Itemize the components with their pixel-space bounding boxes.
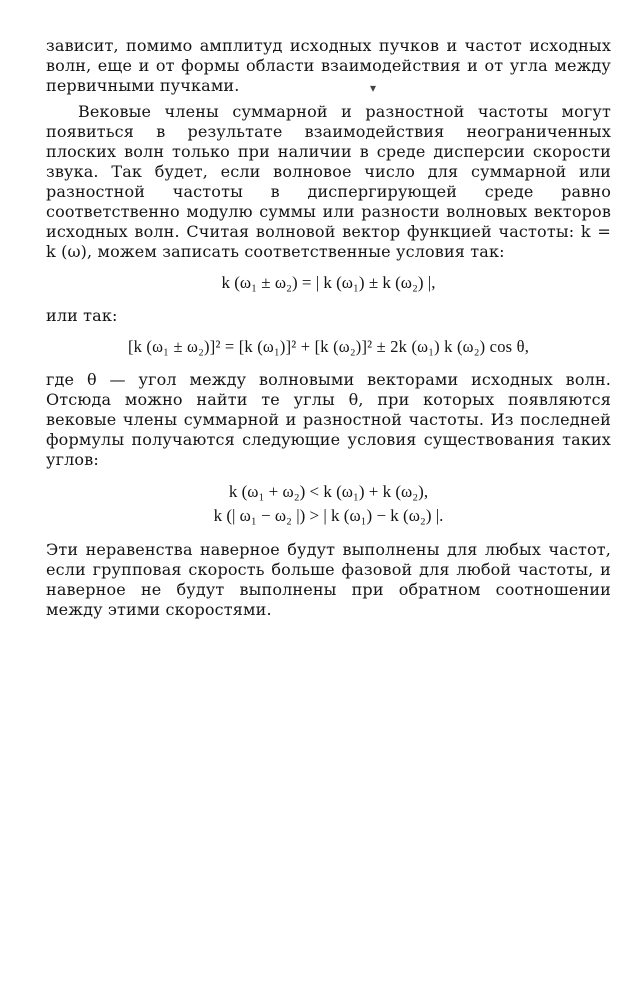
paragraph-conclusion: Эти неравенства наверное будут выполнены для любых частот, если групповая скорость больше фазовой для любой частоты, и наверное не будут выполнены при обратном соотношении между этими скоростями. bbox=[46, 540, 611, 619]
inequality-sum: k (ω₁ + ω₂) < k (ω₁) + k (ω₂), bbox=[228, 482, 429, 501]
paragraph-secular-terms: Вековые члены суммарной и разностной частоты могут появиться в результате взаимодействия неограниченных плоских волн только при наличии в среде дисперсии скорости звука. Так будет, если волновое число для суммарной или разностной частоты в диспергирующей среде равно соответственно модулю суммы или разности волновых векторов исходных волн. Считая волновой вектор функцией частоты: k = k (ω), можем записать соответственные условия так: bbox=[46, 102, 611, 261]
inequality-difference: k (| ω₁ − ω₂ |) > | k (ω₁) − k (ω₂) |. bbox=[213, 506, 444, 525]
formula-inequalities bbox=[46, 480, 611, 528]
paragraph-continuation: зависит, помимо амплитуд исходных пучков и частот исходных волн, еще и от формы области взаимодействия и от угла между первичными пучками. bbox=[46, 36, 611, 95]
stray-print-mark: ▾ bbox=[370, 81, 377, 95]
document-page bbox=[46, 36, 611, 620]
formula-squared-condition: [k (ω₁ ± ω₂)]² = [k (ω₁)]² + [k (ω₂)]² ± 2k (ω₁) k (ω₂) cos θ, bbox=[127, 337, 530, 356]
formula-wave-number-condition: k (ω₁ ± ω₂) = | k (ω₁) ± k (ω₂) |, bbox=[221, 273, 436, 292]
paragraph-or-so: или так: bbox=[46, 306, 118, 325]
paragraph-angle-theta: где θ — угол между волновыми векторами исходных волн. Отсюда можно найти те углы θ, при которых появляются вековые члены суммарной и разностной частоты. Из последней формулы получаются следующие условия существования таких углов: bbox=[46, 370, 611, 469]
